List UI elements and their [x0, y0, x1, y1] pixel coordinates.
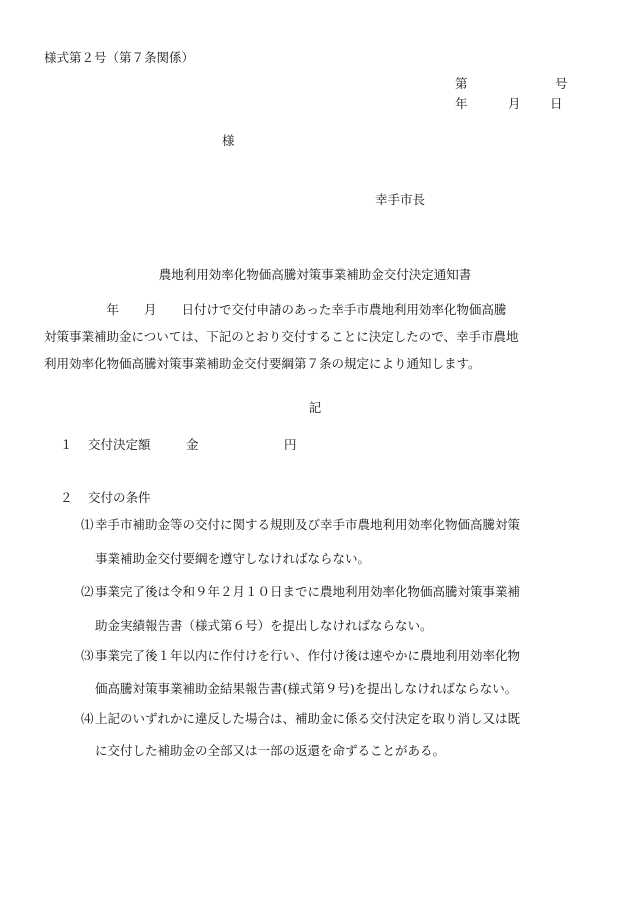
condition-3-line-2: 価高騰対策事業補助金結果報告書(様式第９号)を提出しなければならない。: [95, 681, 518, 696]
condition-1-line-1: 幸手市補助金等の交付に関する規則及び幸手市農地利用効率化物価高騰対策: [95, 517, 521, 532]
condition-1-number: ⑴: [81, 517, 94, 532]
item1-kin: 金: [186, 437, 199, 452]
date-day: 日: [550, 96, 563, 111]
condition-3-line-1: 事業完了後１年以内に作付けを行い、作付け後は速やかに農地利用効率化物: [95, 648, 521, 663]
body-line-3: 利用効率化物価高騰対策事業補助金交付要綱第７条の規定により通知します。: [44, 356, 481, 371]
condition-1: [81, 517, 581, 566]
addressee-honorific: 様: [222, 133, 235, 148]
body-paragraph: [44, 296, 590, 377]
condition-2-number: ⑵: [81, 584, 94, 599]
item1-yen: 円: [284, 437, 297, 452]
body-line-1: 年 月 日付けで交付申請のあった幸手市農地利用効率化物価高騰: [44, 302, 507, 317]
item-conditions-heading: [60, 490, 151, 505]
date-month: 月: [508, 96, 521, 111]
condition-1-line-2: 事業補助金交付要綱を遵守しなければならない。: [95, 551, 371, 566]
item2-number: ２: [60, 490, 73, 505]
number-prefix: 第: [455, 76, 468, 91]
item1-number: １: [60, 437, 73, 452]
body-line-2: 対策事業補助金については、下記のとおり交付することに決定したので、幸手市農地: [44, 329, 519, 344]
number-suffix: 号: [555, 76, 568, 91]
condition-3: [81, 648, 581, 696]
condition-4-line-2: に交付した補助金の全部又は一部の返還を命ずることがある。: [95, 743, 446, 758]
condition-2: [81, 584, 581, 633]
condition-2-line-1: 事業完了後は令和９年２月１０日までに農地利用効率化物価高騰対策事業補: [95, 584, 521, 599]
issuer-name: 幸手市長: [375, 192, 426, 207]
item1-label: 交付決定額: [88, 437, 151, 452]
form-label: 様式第２号（第７条関係）: [44, 50, 195, 65]
document-title: 農地利用効率化物価高騰対策事業補助金交付決定通知書: [158, 267, 472, 282]
date-year: 年: [455, 96, 468, 111]
ki-heading: 記: [308, 400, 322, 415]
condition-4-line-1: 上記のいずれかに違反した場合は、補助金に係る交付決定を取り消し又は既: [95, 711, 521, 726]
item2-label: 交付の条件: [88, 490, 151, 505]
condition-4: [81, 711, 581, 758]
condition-3-number: ⑶: [81, 648, 94, 663]
condition-4-number: ⑷: [81, 711, 94, 726]
condition-2-line-2: 助金実績報告書（様式第６号）を提出しなければならない。: [95, 618, 433, 633]
